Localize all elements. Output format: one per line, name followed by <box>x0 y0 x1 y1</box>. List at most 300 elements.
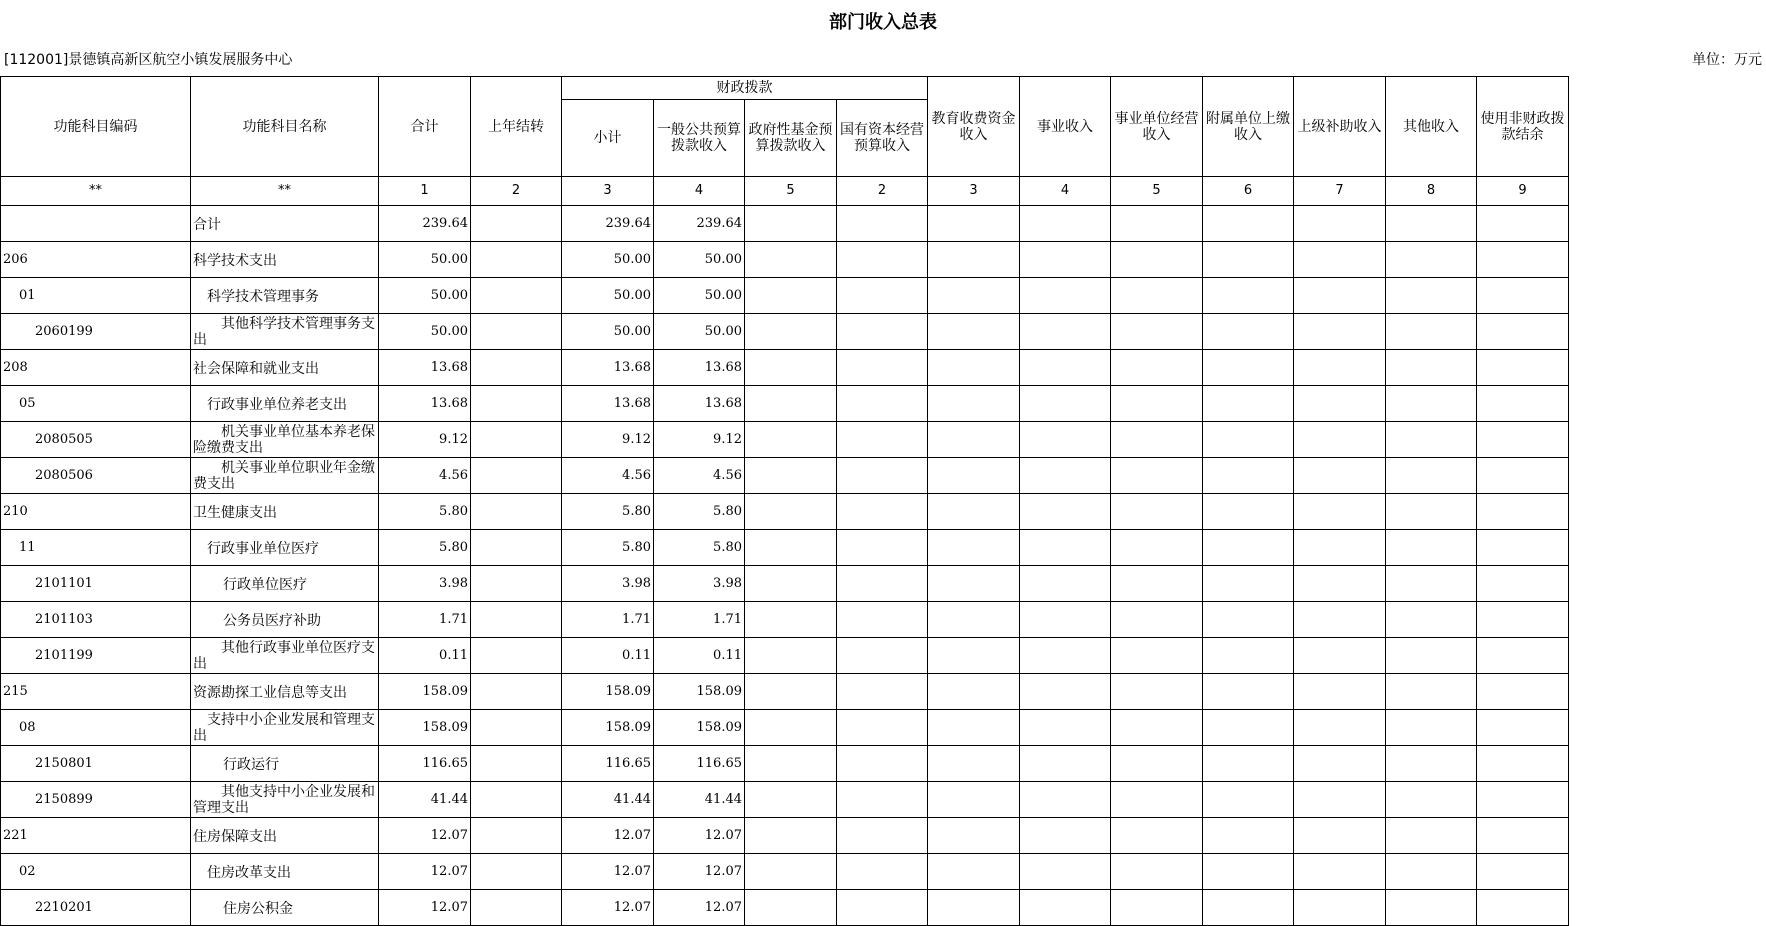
row-carryover <box>471 422 562 458</box>
row-empty-cell <box>1111 458 1203 494</box>
row-name-text: 行政单位医疗 <box>223 576 307 593</box>
row-empty-cell <box>1386 206 1477 242</box>
row-name <box>191 314 379 350</box>
row-empty-cell <box>1477 746 1569 782</box>
row-empty-cell <box>837 314 928 350</box>
row-empty-cell <box>837 458 928 494</box>
header-affiliate-income: 附属单位上缴收入 <box>1203 77 1294 177</box>
row-name <box>191 494 379 530</box>
header-business-income: 事业收入 <box>1020 77 1111 177</box>
row-subtotal: 13.68 <box>562 386 654 422</box>
row-name <box>191 710 379 746</box>
row-empty-cell <box>837 890 928 926</box>
row-empty-cell <box>1477 386 1569 422</box>
row-empty-cell <box>1386 458 1477 494</box>
row-code: 2101101 <box>1 566 191 602</box>
row-total: 1.71 <box>379 602 471 638</box>
index-cell: 7 <box>1294 177 1386 206</box>
row-empty-cell <box>1294 242 1386 278</box>
row-empty-cell <box>1386 350 1477 386</box>
row-carryover <box>471 314 562 350</box>
row-empty-cell <box>1477 530 1569 566</box>
row-empty-cell <box>745 818 837 854</box>
row-name <box>191 278 379 314</box>
table-row <box>1 314 1569 350</box>
table-row <box>1 422 1569 458</box>
row-empty-cell <box>1203 746 1294 782</box>
row-empty-cell <box>1020 782 1111 818</box>
row-carryover <box>471 710 562 746</box>
row-empty-cell <box>1203 602 1294 638</box>
row-empty-cell <box>745 278 837 314</box>
row-empty-cell <box>1294 674 1386 710</box>
row-subtotal: 50.00 <box>562 242 654 278</box>
table-row <box>1 854 1569 890</box>
row-empty-cell <box>1203 710 1294 746</box>
header-total: 合计 <box>379 77 471 177</box>
table-row <box>1 350 1569 386</box>
row-empty-cell <box>1477 242 1569 278</box>
row-name-text: 卫生健康支出 <box>193 504 277 521</box>
table-row <box>1 674 1569 710</box>
row-empty-cell <box>745 314 837 350</box>
row-empty-cell <box>1020 638 1111 674</box>
row-name <box>191 782 379 818</box>
header-code: 功能科目编码 <box>1 77 191 177</box>
table-row <box>1 782 1569 818</box>
row-empty-cell <box>1020 602 1111 638</box>
index-cell: 4 <box>654 177 745 206</box>
row-empty-cell <box>1477 494 1569 530</box>
row-subtotal: 5.80 <box>562 530 654 566</box>
row-name-text: 行政事业单位医疗 <box>207 540 319 557</box>
row-empty-cell <box>1020 530 1111 566</box>
row-name-text: 支持中小企业发展和管理支出 <box>193 711 375 744</box>
row-empty-cell <box>745 854 837 890</box>
row-empty-cell <box>928 278 1020 314</box>
row-carryover <box>471 890 562 926</box>
row-subtotal: 9.12 <box>562 422 654 458</box>
row-name-text: 社会保障和就业支出 <box>193 360 319 377</box>
unit-label: 单位：万元 <box>1692 52 1762 68</box>
row-total: 50.00 <box>379 242 471 278</box>
row-empty-cell <box>1386 278 1477 314</box>
row-general-budget: 50.00 <box>654 242 745 278</box>
row-total: 5.80 <box>379 494 471 530</box>
header-subtotal: 小计 <box>562 100 654 177</box>
row-empty-cell <box>745 242 837 278</box>
header-superior-subsidy: 上级补助收入 <box>1294 77 1386 177</box>
index-cell: ** <box>1 177 191 206</box>
row-empty-cell <box>1203 386 1294 422</box>
row-subtotal: 1.71 <box>562 602 654 638</box>
row-empty-cell <box>1294 854 1386 890</box>
row-empty-cell <box>1111 278 1203 314</box>
row-carryover <box>471 206 562 242</box>
row-name <box>191 602 379 638</box>
row-empty-cell <box>928 818 1020 854</box>
row-name <box>191 746 379 782</box>
row-empty-cell <box>1477 458 1569 494</box>
row-total: 41.44 <box>379 782 471 818</box>
row-carryover <box>471 458 562 494</box>
row-empty-cell <box>1294 602 1386 638</box>
row-carryover <box>471 782 562 818</box>
row-code: 208 <box>1 350 191 386</box>
row-empty-cell <box>1477 674 1569 710</box>
row-general-budget: 158.09 <box>654 710 745 746</box>
row-empty-cell <box>1386 818 1477 854</box>
row-carryover <box>471 350 562 386</box>
row-empty-cell <box>1111 206 1203 242</box>
row-code: 2150899 <box>1 782 191 818</box>
row-empty-cell <box>745 674 837 710</box>
row-empty-cell <box>928 242 1020 278</box>
row-carryover <box>471 746 562 782</box>
header-general-budget: 一般公共预算拨款收入 <box>654 100 745 177</box>
row-name-text: 住房改革支出 <box>207 864 291 881</box>
row-general-budget: 12.07 <box>654 854 745 890</box>
row-empty-cell <box>928 530 1020 566</box>
row-subtotal: 116.65 <box>562 746 654 782</box>
table-row <box>1 638 1569 674</box>
row-name <box>191 566 379 602</box>
row-empty-cell <box>1203 350 1294 386</box>
row-carryover <box>471 530 562 566</box>
row-empty-cell <box>1111 242 1203 278</box>
row-general-budget: 4.56 <box>654 458 745 494</box>
row-empty-cell <box>1020 314 1111 350</box>
row-empty-cell <box>1020 566 1111 602</box>
row-subtotal: 5.80 <box>562 494 654 530</box>
row-general-budget: 3.98 <box>654 566 745 602</box>
row-name-text: 资源勘探工业信息等支出 <box>193 684 347 701</box>
row-empty-cell <box>837 386 928 422</box>
row-empty-cell <box>1020 494 1111 530</box>
row-carryover <box>471 674 562 710</box>
row-empty-cell <box>1203 638 1294 674</box>
row-empty-cell <box>1111 494 1203 530</box>
row-empty-cell <box>928 710 1020 746</box>
row-empty-cell <box>745 890 837 926</box>
row-code: 2080505 <box>1 422 191 458</box>
row-name-text: 机关事业单位职业年金缴费支出 <box>193 459 375 492</box>
row-empty-cell <box>1294 458 1386 494</box>
row-general-budget: 41.44 <box>654 782 745 818</box>
index-cell: 3 <box>928 177 1020 206</box>
row-general-budget: 0.11 <box>654 638 745 674</box>
row-general-budget: 158.09 <box>654 674 745 710</box>
row-name-text: 其他科学技术管理事务支出 <box>193 315 375 348</box>
row-subtotal: 12.07 <box>562 854 654 890</box>
header-nonfiscal-balance: 使用非财政拨款结余 <box>1477 77 1569 177</box>
row-name <box>191 242 379 278</box>
row-name-text: 其他支持中小企业发展和管理支出 <box>193 783 375 816</box>
row-subtotal: 50.00 <box>562 314 654 350</box>
row-general-budget: 12.07 <box>654 890 745 926</box>
row-general-budget: 5.80 <box>654 530 745 566</box>
row-name-text: 住房公积金 <box>223 900 293 917</box>
row-empty-cell <box>1020 854 1111 890</box>
row-empty-cell <box>1477 206 1569 242</box>
row-empty-cell <box>928 350 1020 386</box>
row-empty-cell <box>837 674 928 710</box>
table-row <box>1 890 1569 926</box>
row-empty-cell <box>745 710 837 746</box>
row-empty-cell <box>1477 278 1569 314</box>
row-name <box>191 458 379 494</box>
row-empty-cell <box>1294 350 1386 386</box>
header-name: 功能科目名称 <box>191 77 379 177</box>
row-code: 11 <box>1 530 191 566</box>
index-cell: 3 <box>562 177 654 206</box>
row-empty-cell <box>1111 314 1203 350</box>
row-general-budget: 12.07 <box>654 818 745 854</box>
row-empty-cell <box>1294 818 1386 854</box>
row-empty-cell <box>1294 206 1386 242</box>
row-empty-cell <box>928 386 1020 422</box>
row-empty-cell <box>1294 782 1386 818</box>
row-subtotal: 41.44 <box>562 782 654 818</box>
row-total: 158.09 <box>379 674 471 710</box>
row-empty-cell <box>1294 638 1386 674</box>
row-empty-cell <box>1203 458 1294 494</box>
table-row <box>1 458 1569 494</box>
row-name <box>191 890 379 926</box>
row-general-budget: 239.64 <box>654 206 745 242</box>
row-empty-cell <box>837 278 928 314</box>
row-empty-cell <box>1386 530 1477 566</box>
row-subtotal: 13.68 <box>562 350 654 386</box>
row-empty-cell <box>837 242 928 278</box>
row-empty-cell <box>1477 350 1569 386</box>
row-empty-cell <box>837 782 928 818</box>
row-empty-cell <box>1294 422 1386 458</box>
row-code: 210 <box>1 494 191 530</box>
table-row <box>1 278 1569 314</box>
row-empty-cell <box>1386 602 1477 638</box>
row-subtotal: 12.07 <box>562 890 654 926</box>
row-empty-cell <box>745 386 837 422</box>
row-empty-cell <box>837 350 928 386</box>
row-subtotal: 12.07 <box>562 818 654 854</box>
index-cell: 5 <box>1111 177 1203 206</box>
row-code: 2101103 <box>1 602 191 638</box>
row-name <box>191 638 379 674</box>
row-empty-cell <box>928 746 1020 782</box>
row-empty-cell <box>1020 890 1111 926</box>
row-empty-cell <box>1386 638 1477 674</box>
row-empty-cell <box>1111 638 1203 674</box>
row-subtotal: 4.56 <box>562 458 654 494</box>
row-empty-cell <box>1020 422 1111 458</box>
row-empty-cell <box>1477 638 1569 674</box>
row-name-text: 科学技术管理事务 <box>207 288 319 305</box>
row-name <box>191 386 379 422</box>
row-empty-cell <box>928 782 1020 818</box>
header-fiscal-group: 财政拨款 <box>562 77 928 100</box>
row-empty-cell <box>1203 818 1294 854</box>
row-empty-cell <box>1020 350 1111 386</box>
table-body <box>1 206 1569 926</box>
row-empty-cell <box>1294 386 1386 422</box>
row-empty-cell <box>1294 530 1386 566</box>
row-empty-cell <box>1203 854 1294 890</box>
row-empty-cell <box>1294 566 1386 602</box>
row-empty-cell <box>1386 242 1477 278</box>
row-empty-cell <box>745 746 837 782</box>
row-empty-cell <box>1386 494 1477 530</box>
row-empty-cell <box>745 602 837 638</box>
row-empty-cell <box>1111 422 1203 458</box>
index-cell: 4 <box>1020 177 1111 206</box>
row-empty-cell <box>1386 782 1477 818</box>
row-total: 12.07 <box>379 854 471 890</box>
row-empty-cell <box>1386 710 1477 746</box>
row-name-text: 合计 <box>193 216 221 233</box>
row-subtotal: 158.09 <box>562 710 654 746</box>
index-cell: 5 <box>745 177 837 206</box>
income-table <box>0 76 1569 926</box>
row-empty-cell <box>1386 854 1477 890</box>
row-code: 2060199 <box>1 314 191 350</box>
row-empty-cell <box>1477 602 1569 638</box>
row-name <box>191 674 379 710</box>
row-total: 4.56 <box>379 458 471 494</box>
row-subtotal: 239.64 <box>562 206 654 242</box>
row-empty-cell <box>928 890 1020 926</box>
row-total: 0.11 <box>379 638 471 674</box>
table-row <box>1 386 1569 422</box>
row-empty-cell <box>928 854 1020 890</box>
header-operation-income: 事业单位经营收入 <box>1111 77 1203 177</box>
row-empty-cell <box>837 566 928 602</box>
row-code: 2150801 <box>1 746 191 782</box>
row-carryover <box>471 638 562 674</box>
row-empty-cell <box>1020 674 1111 710</box>
row-empty-cell <box>837 602 928 638</box>
row-carryover <box>471 278 562 314</box>
index-cell: 2 <box>471 177 562 206</box>
index-cell: 2 <box>837 177 928 206</box>
row-empty-cell <box>837 710 928 746</box>
row-empty-cell <box>1020 206 1111 242</box>
index-row <box>1 177 1569 206</box>
row-empty-cell <box>928 494 1020 530</box>
row-empty-cell <box>745 638 837 674</box>
row-total: 239.64 <box>379 206 471 242</box>
row-empty-cell <box>745 494 837 530</box>
row-empty-cell <box>1111 530 1203 566</box>
row-code: 206 <box>1 242 191 278</box>
row-code: 221 <box>1 818 191 854</box>
row-empty-cell <box>837 746 928 782</box>
row-empty-cell <box>1111 674 1203 710</box>
row-carryover <box>471 494 562 530</box>
row-subtotal: 158.09 <box>562 674 654 710</box>
row-empty-cell <box>837 854 928 890</box>
row-empty-cell <box>1294 890 1386 926</box>
row-general-budget: 50.00 <box>654 278 745 314</box>
row-general-budget: 13.68 <box>654 350 745 386</box>
row-empty-cell <box>837 638 928 674</box>
row-empty-cell <box>1477 890 1569 926</box>
row-empty-cell <box>1477 782 1569 818</box>
row-name-text: 科学技术支出 <box>193 252 277 269</box>
row-name-text: 住房保障支出 <box>193 828 277 845</box>
row-name <box>191 206 379 242</box>
row-empty-cell <box>837 818 928 854</box>
row-empty-cell <box>745 458 837 494</box>
row-subtotal: 0.11 <box>562 638 654 674</box>
row-carryover <box>471 602 562 638</box>
row-name-text: 机关事业单位基本养老保险缴费支出 <box>193 423 375 456</box>
table-row <box>1 242 1569 278</box>
table-row <box>1 710 1569 746</box>
row-total: 9.12 <box>379 422 471 458</box>
row-total: 116.65 <box>379 746 471 782</box>
organization-label: [112001]景德镇高新区航空小镇发展服务中心 <box>4 52 293 68</box>
row-subtotal: 50.00 <box>562 278 654 314</box>
row-carryover <box>471 566 562 602</box>
header-other-income: 其他收入 <box>1386 77 1477 177</box>
row-empty-cell <box>1294 314 1386 350</box>
row-empty-cell <box>745 422 837 458</box>
row-empty-cell <box>745 530 837 566</box>
row-empty-cell <box>928 566 1020 602</box>
row-empty-cell <box>1111 710 1203 746</box>
header-state-capital: 国有资本经营预算收入 <box>837 100 928 177</box>
row-name-text: 其他行政事业单位医疗支出 <box>193 639 375 672</box>
row-total: 158.09 <box>379 710 471 746</box>
row-empty-cell <box>837 530 928 566</box>
row-name <box>191 530 379 566</box>
row-empty-cell <box>1203 206 1294 242</box>
row-empty-cell <box>745 566 837 602</box>
row-empty-cell <box>1386 674 1477 710</box>
index-cell: ** <box>191 177 379 206</box>
row-empty-cell <box>1477 314 1569 350</box>
row-empty-cell <box>1111 386 1203 422</box>
row-empty-cell <box>1203 494 1294 530</box>
row-total: 50.00 <box>379 278 471 314</box>
row-empty-cell <box>928 422 1020 458</box>
row-carryover <box>471 386 562 422</box>
row-name <box>191 818 379 854</box>
row-empty-cell <box>1386 386 1477 422</box>
row-empty-cell <box>928 638 1020 674</box>
row-empty-cell <box>837 422 928 458</box>
header-carryover: 上年结转 <box>471 77 562 177</box>
row-empty-cell <box>1020 710 1111 746</box>
header-edu-fee: 教育收费资金收入 <box>928 77 1020 177</box>
row-general-budget: 1.71 <box>654 602 745 638</box>
row-empty-cell <box>1386 422 1477 458</box>
row-empty-cell <box>1203 314 1294 350</box>
row-empty-cell <box>1111 566 1203 602</box>
row-general-budget: 50.00 <box>654 314 745 350</box>
row-name-text: 行政运行 <box>223 756 279 773</box>
row-total: 13.68 <box>379 386 471 422</box>
row-total: 13.68 <box>379 350 471 386</box>
row-empty-cell <box>1294 494 1386 530</box>
row-empty-cell <box>1477 818 1569 854</box>
row-name-text: 公务员医疗补助 <box>223 612 321 629</box>
row-name <box>191 350 379 386</box>
row-code: 2101199 <box>1 638 191 674</box>
row-code: 05 <box>1 386 191 422</box>
row-empty-cell <box>1203 242 1294 278</box>
